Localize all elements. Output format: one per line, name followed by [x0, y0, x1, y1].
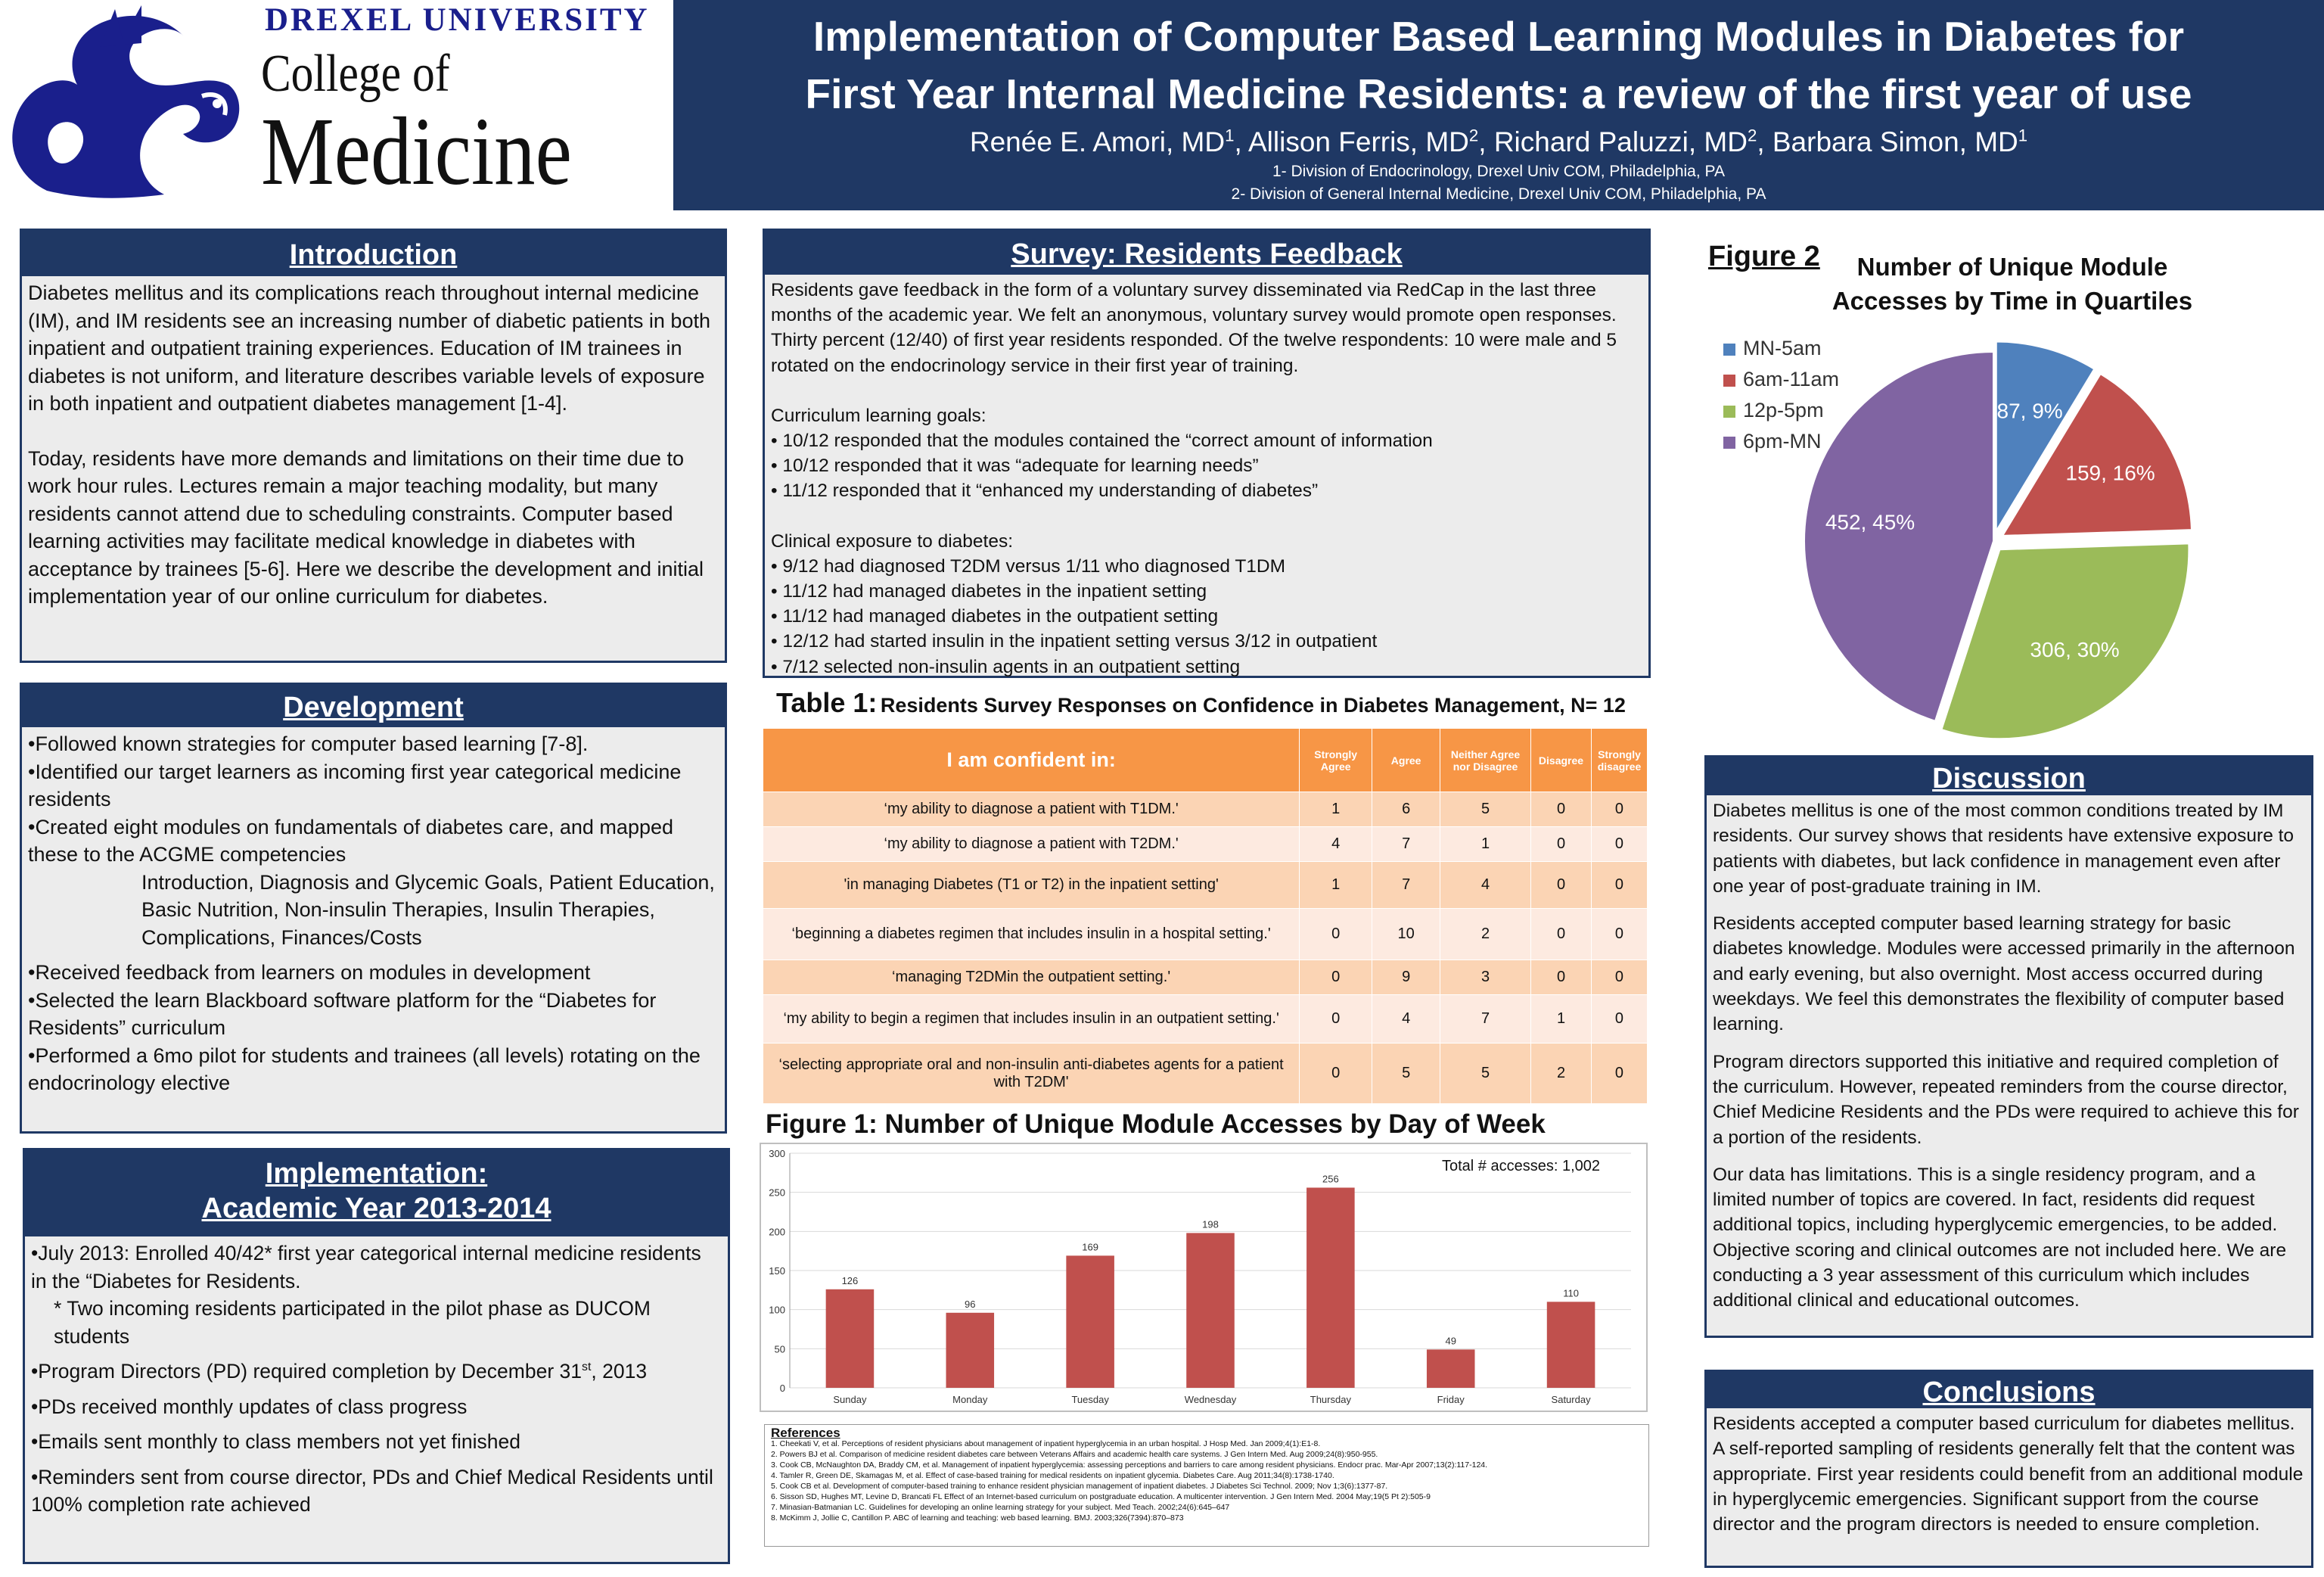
x-tick-label: Sunday [833, 1394, 867, 1405]
reference-item: 1. Cheekati V, et al. Perceptions of resident physicians about management of inpatient hyperglycemia in an urban hospital. J Hosp Med. Jan 2009;4(1):E1-8. [771, 1439, 1321, 1448]
table1-title-label: Table 1: [776, 687, 878, 718]
table-cell: 0 [1591, 909, 1647, 960]
dragon-icon [2, 2, 251, 206]
bar [826, 1289, 875, 1388]
bar-data-label: 198 [1202, 1218, 1219, 1230]
table-cell: ‘my ability to diagnose a patient with T2DM.' [763, 827, 1300, 862]
table-cell: 0 [1531, 862, 1592, 909]
logo-line-university: DREXEL UNIVERSITY [265, 2, 650, 38]
pie-data-label: 87, 9% [1996, 399, 2063, 423]
table-header-cell: Agree [1372, 729, 1440, 792]
survey-goal-item: • 10/12 responded that it was “adequate for learning needs” [771, 456, 1259, 477]
survey-clinical-title: Clinical exposure to diabetes: [771, 530, 1014, 552]
figure2-title-line1: Number of Unique Module [1856, 253, 2168, 281]
poster-title [673, 8, 2324, 123]
table-row [763, 827, 1648, 862]
table-cell: 0 [1591, 792, 1647, 827]
implementation-heading-line2: Academic Year 2013-2014 [201, 1193, 551, 1224]
x-tick-label: Friday [1437, 1394, 1465, 1405]
figure2-label: Figure 2 [1708, 241, 1820, 272]
survey-clinical-item: • 11/12 had managed diabetes in the outpatient setting [771, 606, 1219, 627]
table-row [763, 995, 1648, 1044]
conclusions-paragraph: Residents accepted a computer based curriculum for diabetes mellitus. A self-reported sampling of residents generally felt that the content was appropriate. First year residents could benefit from an additional module in hyperglycemic emergencies. Significant support from the course director and the program directors is needed to ensure completion. [1713, 1414, 2304, 1535]
pie-data-label: 452, 45% [1825, 510, 1915, 534]
table-header-cell: Disagree [1531, 729, 1592, 792]
table-header-cell: I am confident in: [763, 729, 1300, 792]
reference-item: 3. Cook CB, McNaughton DA, Braddy CM, et al. Management of inpatient hyperglycemia: assessing perceptions and barriers to care among resident physicians. Endocr prac. Mar-Apr 2007;13(2):117-124. [771, 1460, 1488, 1470]
development-module-list: Introduction, Diagnosis and Glycemic Goals, Patient Education, Basic Nutrition, Non-insulin Therapies, Insulin Therapies, Complications, Finances/Costs [141, 870, 715, 949]
bar-data-label: 96 [965, 1298, 976, 1310]
table-header-cell: Neither Agree nor Disagree [1440, 729, 1531, 792]
table1-title-text: Residents Survey Responses on Confidence in Diabetes Management, N= 12 [880, 694, 1626, 717]
y-tick-label: 0 [779, 1383, 785, 1394]
legend-swatch [1723, 344, 1735, 356]
x-tick-label: Thursday [1310, 1394, 1351, 1405]
survey-body [765, 275, 1648, 683]
implementation-bullet: •PDs received monthly updates of class progress [31, 1395, 468, 1418]
table-cell: 0 [1591, 827, 1647, 862]
development-panel [20, 683, 727, 1134]
affiliation-1: 1- Division of Endocrinology, Drexel Univ COM, Philadelphia, PA [1272, 163, 1725, 180]
x-tick-label: Saturday [1551, 1394, 1591, 1405]
table-cell: 7 [1440, 995, 1531, 1044]
author-affiliation-number: 2 [1468, 126, 1479, 145]
y-tick-label: 250 [769, 1187, 785, 1199]
table-cell: 0 [1591, 960, 1647, 995]
figure1-chart-frame [760, 1143, 1648, 1412]
bar [946, 1313, 995, 1388]
y-tick-label: 100 [769, 1304, 785, 1316]
development-bullet: •Performed a 6mo pilot for students and trainees (all levels) rotating on the endocrinology elective [28, 1044, 701, 1094]
affiliation-2: 2- Division of General Internal Medicine, Drexel Univ COM, Philadelphia, PA [1231, 185, 1766, 203]
implementation-bullet: •Reminders sent from course director, PDs and Chief Medical Residents until 100% completion rate achieved [31, 1465, 713, 1516]
legend-label: 6am-11am [1743, 368, 1840, 390]
table-cell: 0 [1531, 792, 1592, 827]
conclusions-body [1707, 1408, 2311, 1540]
table-cell: 7 [1372, 827, 1440, 862]
survey-goal-item: • 10/12 responded that the modules contained the “correct amount of information [771, 431, 1433, 452]
survey-goals-title: Curriculum learning goals: [771, 405, 986, 426]
pie-chart [1800, 341, 2224, 742]
table-row [763, 1044, 1648, 1104]
table-header-cell: Strongly Agree [1300, 729, 1372, 792]
table-cell: 0 [1531, 827, 1592, 862]
legend-swatch [1723, 375, 1735, 387]
total-accesses-annotation: Total # accesses: 1,002 [1442, 1158, 1601, 1174]
table-cell: 3 [1440, 960, 1531, 995]
introduction-body [22, 276, 725, 614]
y-tick-label: 300 [769, 1148, 785, 1159]
bar-data-label: 169 [1082, 1241, 1098, 1253]
poster-header [673, 0, 2324, 210]
logo-line-medicine: Medicine [261, 98, 572, 205]
legend-label: 6pm-MN [1743, 430, 1822, 453]
discussion-heading: Discussion [1707, 757, 2311, 795]
survey-paragraph: Residents gave feedback in the form of a voluntary survey disseminated via RedCap in the last three months of the academic year. We felt an anonymous, voluntary survey would promote open responses. Thirty percent (12/40) of first year residents responded. Of the twelve respondents: 10 were male and 5 rotated on the endocrinology service in their first year of training. [771, 280, 1617, 376]
author-name: Barbara Simon, MD [1772, 126, 2018, 157]
implementation-bullet-text: , 2013 [591, 1360, 648, 1383]
discussion-paragraph: Program directors supported this initiative and required completion of the curriculum. However, repeated reminders from the course director, Chief Medicine Residents and the PDs were required to achieve this for a portion of the residents. [1713, 1051, 2299, 1148]
poster-title-line2: First Year Internal Medicine Residents: a review of the first year of use [805, 70, 2192, 117]
discussion-paragraph: Our data has limitations. This is a single residency program, and a limited number of topics are covered. In fact, residents did request additional topics, including hyperglycemic emergencies, to be added. Objective scoring and clinical outcomes are not included here. We are conducting a 3 year assessment of this curriculum which includes additional clinical and educational outcomes. [1713, 1164, 2287, 1311]
x-tick-label: Wednesday [1184, 1394, 1237, 1405]
table-cell: ‘managing T2DMin the outpatient setting.' [763, 960, 1300, 995]
implementation-heading [25, 1150, 728, 1236]
author-affiliation-number: 1 [2018, 126, 2028, 145]
figure2-title [1816, 250, 2209, 318]
author-affiliation-number: 1 [1225, 126, 1235, 145]
discussion-paragraph: Diabetes mellitus is one of the most common conditions treated by IM residents. Our survey shows that residents have extensive exposure to patients with diabetes, but lack confidence in management even after one year of post-graduate training in IM. [1713, 801, 2294, 897]
y-tick-label: 50 [774, 1343, 785, 1355]
poster-title-line1: Implementation of Computer Based Learning Modules in Diabetes for [812, 13, 2185, 60]
bar-data-label: 126 [841, 1274, 859, 1286]
survey-clinical-item: • 11/12 had managed diabetes in the inpatient setting [771, 581, 1207, 602]
table-cell: 10 [1372, 909, 1440, 960]
table-cell: 4 [1440, 862, 1531, 909]
development-bullet: •Received feedback from learners on modules in development [28, 961, 591, 984]
table-cell: 2 [1440, 909, 1531, 960]
table-cell: 5 [1440, 1044, 1531, 1104]
table-cell: 1 [1300, 792, 1372, 827]
table-cell: ‘selecting appropriate oral and non-insulin anti-diabetes agents for a patient with T2DM' [763, 1044, 1300, 1104]
table-row [763, 862, 1648, 909]
table1-title [776, 687, 1654, 725]
y-tick-label: 200 [769, 1226, 785, 1238]
table-row [763, 909, 1648, 960]
introduction-paragraph: Diabetes mellitus and its complications reach throughout internal medicine (IM), and IM residents see an increasing number of diabetic patients in both inpatient and outpatient training experiences. Education of IM trainees in diabetes is not uniform, and literature describes variable levels of exposure in both inpatient and outpatient diabetes management [1-4]. [28, 281, 710, 415]
table-cell: 0 [1591, 995, 1647, 1044]
table-cell: ‘my ability to diagnose a patient with T1DM.' [763, 792, 1300, 827]
conclusions-heading: Conclusions [1707, 1372, 2311, 1408]
figure2-title-line2: Accesses by Time in Quartiles [1832, 287, 2193, 315]
survey-clinical-item: • 7/12 selected non-insulin agents in an outpatient setting [771, 656, 1241, 677]
table-cell: 2 [1531, 1044, 1592, 1104]
author-name: Allison Ferris, MD [1247, 126, 1469, 157]
table-cell: 0 [1531, 960, 1592, 995]
bar-data-label: 256 [1322, 1173, 1339, 1185]
university-logo [0, 0, 673, 210]
bar [1306, 1187, 1355, 1388]
survey-clinical-item: • 12/12 had started insulin in the inpatient setting versus 3/12 in outpatient [771, 631, 1378, 652]
reference-item: 8. McKimm J, Jollie C, Cantillon P. ABC of learning and teaching: web based learning. BMJ. 2003;326(7394):870–873 [771, 1513, 1184, 1523]
table-cell: 1 [1300, 862, 1372, 909]
conclusions-panel [1704, 1370, 2313, 1568]
table-cell: ‘beginning a diabetes regimen that includes insulin in a hospital setting.' [763, 909, 1300, 960]
table-cell: 0 [1591, 862, 1647, 909]
table-cell: 0 [1300, 960, 1372, 995]
table-cell: 4 [1300, 827, 1372, 862]
discussion-paragraph: Residents accepted computer based learning strategy for basic diabetes knowledge. Modules were accessed primarily in the afternoon and early evening, but also overnight. Most access occurred during weekdays. We feel this demonstrates the flexibility of computer based learning. [1713, 913, 2295, 1035]
x-tick-label: Tuesday [1071, 1394, 1109, 1405]
confidence-table [763, 728, 1648, 1096]
table-cell: ‘my ability to begin a regimen that includes insulin in an outpatient setting.' [763, 995, 1300, 1044]
table-cell: 0 [1531, 909, 1592, 960]
implementation-heading-line1: Implementation: [265, 1158, 488, 1190]
survey-clinical-item: • 9/12 had diagnosed T2DM versus 1/11 who diagnosed T1DM [771, 555, 1286, 577]
development-bullet: •Created eight modules on fundamentals of diabetes care, and mapped these to the ACGME competencies [28, 815, 674, 866]
bar-data-label: 110 [1563, 1287, 1579, 1299]
survey-goal-item: • 11/12 responded that it “enhanced my understanding of diabetes” [771, 481, 1319, 502]
author-list: Renée E. Amori, $MD^1$, Allison Ferris, $MD^2$, Richard Paluzzi, $MD^2$, Barbara Simon, $MD^1$ [969, 126, 2028, 157]
figure1-title: Figure 1: Number of Unique Module Accesses by Day of Week [766, 1109, 1546, 1139]
bar [1186, 1233, 1235, 1388]
table-cell: 0 [1300, 909, 1372, 960]
table-cell: 'in managing Diabetes (T1 or T2) in the inpatient setting' [763, 862, 1300, 909]
discussion-body [1707, 795, 2311, 1329]
pie-data-label: 159, 16% [2065, 461, 2155, 485]
survey-panel [763, 229, 1651, 678]
introduction-paragraph: Today, residents have more demands and limitations on their time due to work hour rules. Lectures remain a major teaching modality, but many residents cannot attend due to scheduling constraints. Computer based learning activities may facilitate medical knowledge in diabetes with acceptance by trainees [5-6]. Here we describe the development and initial implementation year of our online curriculum for diabetes. [28, 446, 704, 608]
table-cell: 6 [1372, 792, 1440, 827]
reference-item: 7. Minasian-Batmanian LC. Guidelines for developing an online learning strategy for your subject. Med Teach. 2002;24(6):645–647 [771, 1503, 1230, 1512]
table-cell: 0 [1300, 1044, 1372, 1104]
development-bullet: •Selected the learn Blackboard software platform for the “Diabetes for Residents” curriculum [28, 988, 657, 1039]
table-row [763, 960, 1648, 995]
author-name: Renée E. Amori, MD [969, 126, 1226, 157]
bar [1066, 1255, 1114, 1388]
introduction-heading: Introduction [22, 231, 725, 276]
bar-data-label: 49 [1445, 1335, 1456, 1347]
author-affiliation-number: 2 [1747, 126, 1757, 145]
implementation-note: * Two incoming residents participated in the pilot phase as DUCOM students [54, 1297, 651, 1348]
table-cell: 0 [1300, 995, 1372, 1044]
logo-line-college: College of [261, 45, 450, 103]
legend-swatch [1723, 437, 1735, 449]
table-header-row [763, 729, 1648, 792]
table-cell: 1 [1531, 995, 1592, 1044]
survey-heading: Survey: Residents Feedback [765, 231, 1648, 275]
references-list [765, 1425, 1648, 1526]
table-cell: 5 [1372, 1044, 1440, 1104]
author-name: Richard Paluzzi, MD [1493, 126, 1748, 157]
pie-data-label: 306, 30% [2030, 638, 2120, 662]
bar [1547, 1302, 1595, 1388]
table-cell: 5 [1440, 792, 1531, 827]
references-heading: References [771, 1426, 840, 1440]
references-box [764, 1424, 1649, 1547]
reference-item: 4. Tamler R, Green DE, Skamagas M, et al. Effect of case-based training for medical residents on inpatient glycemia. Diabetes Care. Aug 2011;34(8):1738-1740. [771, 1471, 1334, 1480]
legend-label: 12p-5pm [1743, 399, 1824, 421]
implementation-bullet-text: •Program Directors (PD) required completion by December 31 [31, 1360, 582, 1383]
discussion-panel [1704, 755, 2313, 1338]
implementation-bullet [31, 1358, 722, 1386]
table-row [763, 792, 1648, 827]
development-body [22, 727, 725, 1100]
ordinal-suffix: st [582, 1361, 592, 1374]
implementation-bullet: •July 2013: Enrolled 40/42* first year categorical internal medicine residents in the “Diabetes for Residents. [31, 1242, 701, 1292]
table-cell: 9 [1372, 960, 1440, 995]
table-cell: 1 [1440, 827, 1531, 862]
reference-item: 6. Sisson SD, Hughes MT, Levine D, Brancati FL Effect of an Internet-based curriculum on postgraduate education. A multicenter intervention. J Gen Intern Med. 2004 May;19(5 Pt 2):505-9 [771, 1492, 1431, 1501]
implementation-panel [23, 1148, 730, 1564]
legend-swatch [1723, 406, 1735, 418]
y-tick-label: 150 [769, 1265, 785, 1277]
development-heading: Development [22, 685, 725, 727]
implementation-bullet: •Emails sent monthly to class members not yet finished [31, 1430, 521, 1453]
development-bullet: •Followed known strategies for computer based learning [7-8]. [28, 733, 589, 755]
legend-label: MN-5am [1743, 337, 1822, 359]
x-tick-label: Monday [952, 1394, 988, 1405]
bar-chart [761, 1144, 1646, 1411]
development-bullet: •Identified our target learners as incoming first year categorical medicine residents [28, 760, 682, 810]
reference-item: 2. Powers BJ et al. Comparison of medicine resident diabetes care between Veterans Affairs and academic health care systems. J Gen Intern Med. Aug 2009;24(8):950-955. [771, 1450, 1378, 1459]
table-header-cell: Strongly disagree [1591, 729, 1647, 792]
table-cell: 7 [1372, 862, 1440, 909]
introduction-panel [20, 229, 727, 663]
bar [1427, 1349, 1475, 1388]
reference-item: 5. Cook CB et al. Development of computer-based training to enhance resident physician management of inpatient diabetes. J Diabetes Sci Technol. 2009; Nov 1;3(6):1377-87. [771, 1482, 1388, 1491]
table-cell: 4 [1372, 995, 1440, 1044]
table-cell: 0 [1591, 1044, 1647, 1104]
implementation-body [25, 1236, 728, 1522]
